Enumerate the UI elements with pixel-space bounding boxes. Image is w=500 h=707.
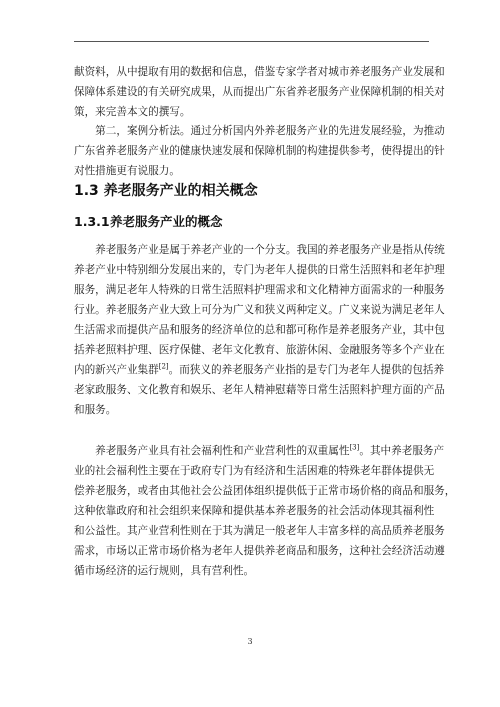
text-line: 需求，市场以正常市场价格为老年人提供养老商品和服务，这种社会经济活动遵	[74, 545, 445, 557]
text-line: 和公益性。其产业营利性则在于其为满足一般老年人丰富多样的高品质养老服务	[74, 525, 445, 537]
text-line: 服务，满足老年人特殊的日常生活照料护理需求和文化精神方面需求的一种服务	[74, 284, 445, 296]
text-line	[74, 441, 445, 461]
text-line: 和服务。	[74, 404, 117, 416]
subsection-number: 1.3.1	[74, 214, 110, 229]
text-line: 偿养老服务，或者由其他社会公益团体组织提供低于正常市场价格的商品和服务，	[74, 485, 456, 497]
subsection-title: 养老服务产业的概念	[110, 214, 223, 229]
citation-ref: [3]	[349, 443, 360, 452]
header-rule	[74, 41, 429, 42]
paragraph-intro-continued	[74, 62, 445, 122]
text-line: 策，来完善本文的撰写。	[74, 106, 191, 118]
subsection-heading	[74, 212, 223, 230]
text-segment: 养老服务产业具有社会福利性和产业营利性的双重属性	[74, 445, 350, 457]
text-line: 业的社会福利性主要在于政府专门为有经济和生活困难的特殊老年群体提供无	[74, 465, 435, 477]
section-heading: 1.3 养老服务产业的相关概念	[74, 183, 258, 199]
text-line: 对性措施更有说服力。	[74, 165, 180, 177]
text-line: 第二，案例分析法。通过分析国内外养老服务产业的先进发展经验，为推动	[74, 125, 445, 137]
text-line: 生活需求而提供产品和服务的经济单位的总和都可称作是养老服务产业，其中包	[74, 324, 445, 336]
text-segment: 。而狭义的养老服务产业指的是专门为老年人提供的包括养	[168, 364, 445, 376]
paragraph-definition	[74, 240, 445, 420]
text-line: 养老产业中特别细分发展出来的，专门为老年人提供的日常生活照料和老年护理	[74, 264, 445, 276]
text-line: 献资料，从中提取有用的数据和信息，借鉴专家学者对城市养老服务产业发展和	[74, 66, 445, 78]
text-line: 括养老照料护理、医疗保健、老年文化教育、旅游休闲、金融服务等多个产业在	[74, 344, 445, 356]
text-line: 老家政服务、文化教育和娱乐、老年人精神慰藉等日常生活照料护理方面的产品	[74, 384, 445, 396]
text-line: 养老服务产业是属于养老产业的一个分支。我国的养老服务产业是指从传统	[74, 244, 445, 256]
citation-ref: [2]	[158, 362, 169, 371]
page-number: 3	[247, 637, 253, 646]
text-line: 循市场经济的运行规则，具有营利性。	[74, 565, 255, 577]
paragraph-case-analysis	[74, 121, 445, 181]
text-line	[74, 360, 445, 380]
text-line: 行业。养老服务产业大致上可分为广义和狭义两种定义。广义来说为满足老年人	[74, 304, 445, 316]
text-line: 这种依靠政府和社会组织来保障和提供基本养老服务的社会活动体现其福利性	[74, 505, 435, 517]
paragraph-dual-attributes	[74, 441, 456, 581]
text-line: 广东省养老服务产业的健康快速发展和保障机制的构建提供参考，使得提出的针	[74, 145, 445, 157]
text-segment: 。其中养老服务产	[359, 445, 445, 457]
text-line: 保障体系建设的有关研究成果，从而提出广东省养老服务产业保障机制的相关对	[74, 86, 445, 98]
text-segment: 内的新兴产业集群	[74, 364, 159, 376]
